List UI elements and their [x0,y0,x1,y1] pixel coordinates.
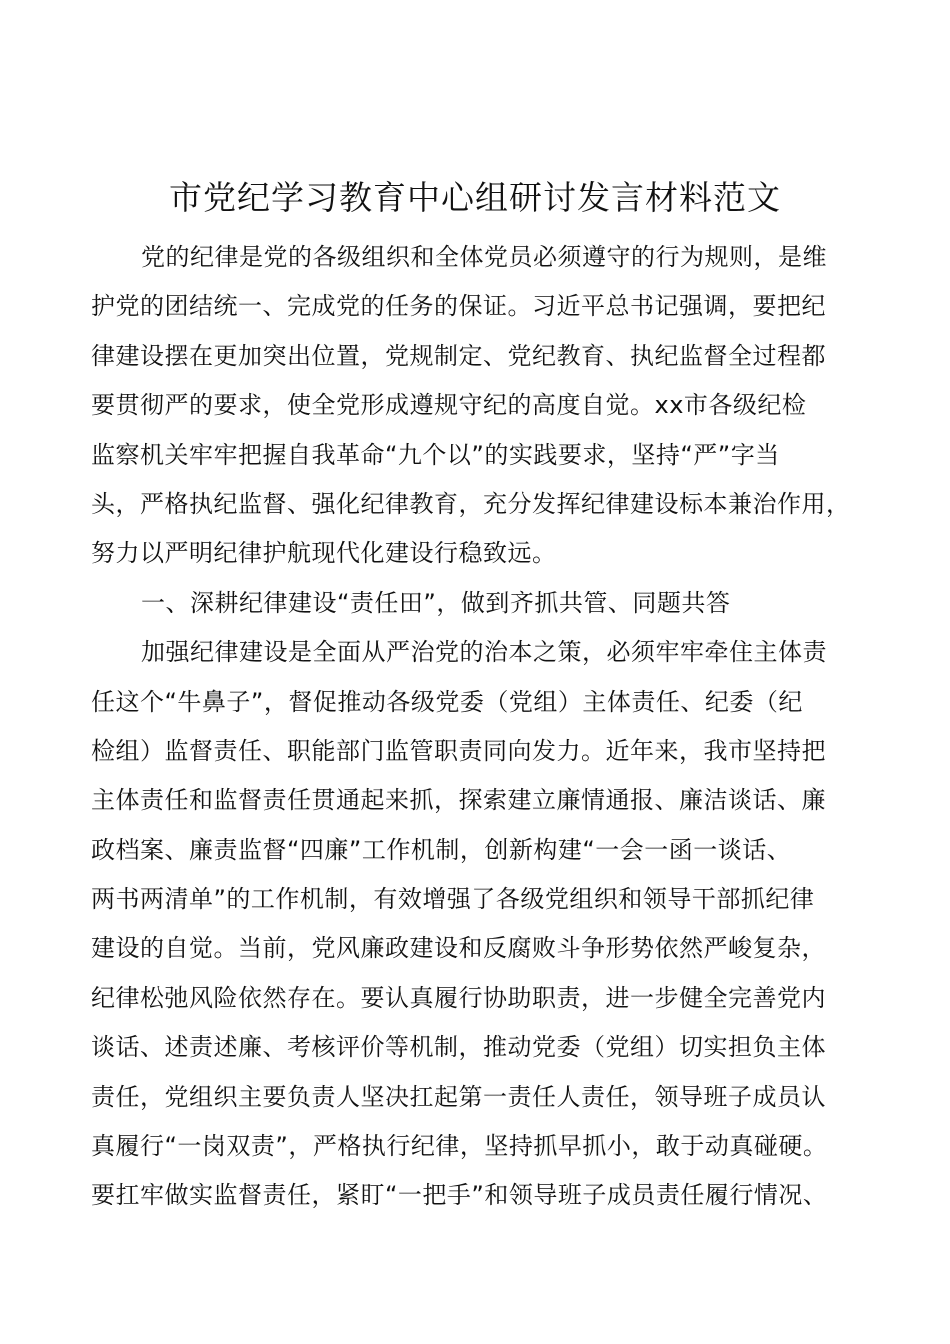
paragraph-line: 监察机关牢牢把握自我革命“九个以”的实践要求，坚持“严”字当 [91,440,780,469]
paragraph-line: 律建设摆在更加突出位置，党规制定、党纪教育、执纪监督全过程都 [91,341,826,370]
paragraph-line: 党的纪律是党的各级组织和全体党员必须遵守的行为规则，是维 [141,243,827,271]
paragraph-line: 加强纪律建设是全面从严治党的治本之策，必须牢牢牵住主体责 [141,638,827,667]
paragraph-line: 建设的自觉。当前，党风廉政建设和反腐败斗争形势依然严峻复杂， [91,934,826,963]
paragraph-line: 努力以严明纪律护航现代化建设行稳致远。 [91,539,557,568]
document-title: 市党纪学习教育中心组研讨发言材料范文 [169,178,781,217]
paragraph-line: 责任，党组织主要负责人坚决扛起第一责任人责任，领导班子成员认 [91,1082,826,1111]
section-heading: 一、深耕纪律建设“责任田”，做到齐抓共管、同题共答 [141,588,731,617]
paragraph-line: 要扛牢做实监督责任，紧盯“一把手”和领导班子成员责任履行情况、 [91,1181,828,1210]
paragraph-line: 头，严格执纪监督、强化纪律教育，充分发挥纪律建设标本兼治作用， [91,489,851,518]
document-body [91,233,891,1221]
paragraph-line: 任这个“牛鼻子”，督促推动各级党委（党组）主体责任、纪委（纪 [91,687,803,716]
paragraph-line: 检组）监督责任、职能部门监管职责同向发力。近年来，我市坚持把 [91,736,826,765]
paragraph-line: 主体责任和监督责任贯通起来抓，探索建立廉情通报、廉洁谈话、廉 [91,786,826,815]
paragraph-line: 真履行“一岗双责”，严格执行纪律，坚持抓早抓小，敢于动真碰硬。 [91,1132,828,1161]
paragraph-line: 纪律松弛风险依然存在。要认真履行协助职责，进一步健全完善党内 [91,983,826,1012]
paragraph-line: 要贯彻严的要求，使全党形成遵规守纪的高度自觉。xx市各级纪检 [91,391,807,420]
paragraph-line: 政档案、廉责监督“四廉”工作机制，创新构建“一会一函一谈话、 [91,835,792,864]
paragraph-line: 谈话、述责述廉、考核评价等机制，推动党委（党组）切实担负主体 [91,1033,826,1062]
paragraph-line: 护党的团结统一、完成党的任务的保证。习近平总书记强调，要把纪 [91,292,826,321]
paragraph-line: 两书两清单”的工作机制，有效增强了各级党组织和领导干部抓纪律 [91,885,815,914]
